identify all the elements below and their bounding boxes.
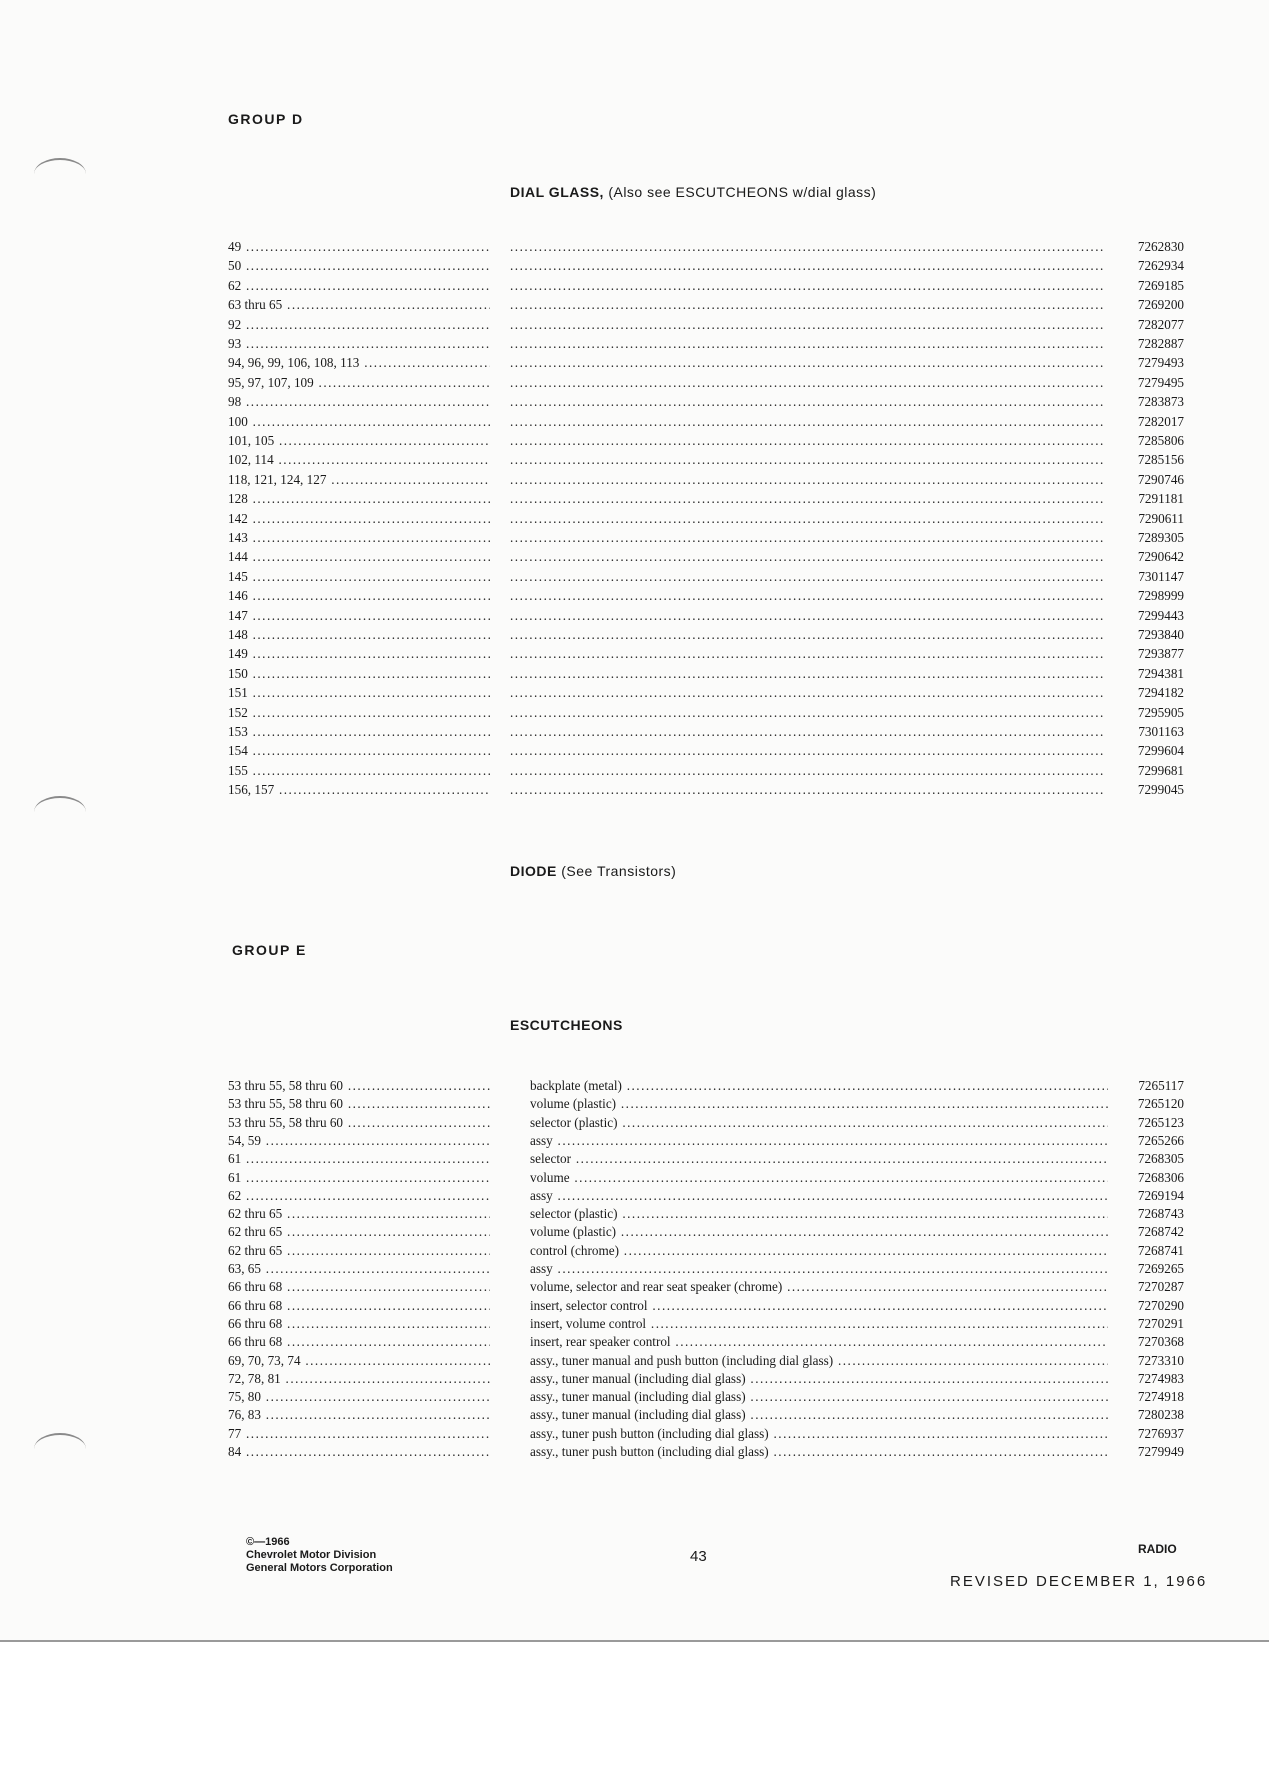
reference-numbers: 95, 97, 107, 109 ..... [228, 373, 490, 392]
part-number: 7279949 [1108, 1442, 1184, 1461]
reference-numbers: 148 ..... [228, 625, 490, 644]
leader-dots [510, 237, 1104, 256]
part-number: 7268742 [1108, 1222, 1184, 1241]
reference-numbers: 144 ..... [228, 547, 490, 566]
table-row [228, 431, 1184, 450]
leader-dots [510, 722, 1104, 741]
part-number: 7265123 [1108, 1113, 1184, 1132]
reference-numbers: 92 ..... [228, 315, 490, 334]
table-row [228, 276, 1184, 295]
part-number: 7291181 [1108, 489, 1184, 508]
table-row [228, 761, 1184, 780]
part-number: 7298999 [1108, 586, 1184, 605]
part-number: 7268743 [1108, 1204, 1184, 1223]
reference-numbers: 150 ..... [228, 664, 490, 683]
part-number: 7301163 [1108, 722, 1184, 741]
part-number: 7270291 [1108, 1314, 1184, 1333]
part-number: 7268741 [1108, 1241, 1184, 1260]
reference-numbers: 143 ..... [228, 528, 490, 547]
reference-numbers: 62 thru 65 ..... [228, 1241, 490, 1260]
part-number: 7276937 [1108, 1424, 1184, 1443]
part-number: 7269185 [1108, 276, 1184, 295]
dial-glass-title [510, 184, 876, 200]
reference-numbers: 75, 80 ..... [228, 1387, 490, 1406]
table-row [228, 256, 1184, 275]
reference-numbers: 152 ..... [228, 703, 490, 722]
part-number: 7294381 [1108, 664, 1184, 683]
reference-numbers: 53 thru 55, 58 thru 60 ..... [228, 1076, 490, 1095]
table-row [228, 606, 1184, 625]
reference-numbers: 49 ..... [228, 237, 490, 256]
reference-numbers: 118, 121, 124, 127 ..... [228, 470, 490, 489]
table-row [228, 1314, 1184, 1333]
part-number: 7270290 [1108, 1296, 1184, 1315]
reference-numbers: 100 ..... [228, 412, 490, 431]
table-row [228, 1405, 1184, 1424]
part-description: assy., tuner push button (including dial glass) ..... [530, 1442, 1108, 1461]
reference-numbers: 62 ..... [228, 276, 490, 295]
table-row [228, 547, 1184, 566]
dial-glass-note: (Also see ESCUTCHEONS w/dial glass) [608, 184, 877, 200]
leader-dots [510, 644, 1104, 663]
part-description: selector ..... [530, 1149, 1108, 1168]
part-number: 7273310 [1108, 1351, 1184, 1370]
page-number: 43 [690, 1548, 707, 1565]
part-number: 7262934 [1108, 256, 1184, 275]
part-description: volume, selector and rear seat speaker (chrome) ..... [530, 1277, 1108, 1296]
table-row [228, 470, 1184, 489]
table-row [228, 1113, 1184, 1132]
binder-hole [34, 1433, 86, 1465]
reference-numbers: 50 ..... [228, 256, 490, 275]
part-description: volume (plastic) ..... [530, 1222, 1108, 1241]
leader-dots [510, 741, 1104, 760]
table-row [228, 1222, 1184, 1241]
binder-hole [34, 158, 86, 190]
reference-numbers: 147 ..... [228, 606, 490, 625]
part-number: 7270368 [1108, 1332, 1184, 1351]
part-number: 7294182 [1108, 683, 1184, 702]
part-number: 7283873 [1108, 392, 1184, 411]
table-row [228, 1094, 1184, 1113]
part-number: 7268305 [1108, 1149, 1184, 1168]
reference-numbers: 63 thru 65 ..... [228, 295, 490, 314]
diode-title [510, 863, 676, 879]
part-description: backplate (metal) ..... [530, 1076, 1108, 1095]
leader-dots [510, 353, 1104, 372]
table-row [228, 625, 1184, 644]
reference-numbers: 66 thru 68 ..... [228, 1277, 490, 1296]
leader-dots [510, 315, 1104, 334]
part-description: volume (plastic) ..... [530, 1094, 1108, 1113]
part-description: insert, volume control ..... [530, 1314, 1108, 1333]
reference-numbers: 66 thru 68 ..... [228, 1332, 490, 1351]
table-row [228, 644, 1184, 663]
reference-numbers: 54, 59 ..... [228, 1131, 490, 1150]
part-description: selector (plastic) ..... [530, 1204, 1108, 1223]
part-number: 7269265 [1108, 1259, 1184, 1278]
table-row [228, 237, 1184, 256]
reference-numbers: 151 ..... [228, 683, 490, 702]
part-number: 7269200 [1108, 295, 1184, 314]
leader-dots [510, 392, 1104, 411]
group-e-label: GROUP E [232, 942, 307, 958]
part-number: 7299443 [1108, 606, 1184, 625]
part-number: 7279495 [1108, 373, 1184, 392]
reference-numbers: 101, 105 ..... [228, 431, 490, 450]
leader-dots [510, 625, 1104, 644]
diode-heading: DIODE [510, 863, 557, 879]
part-description: assy ..... [530, 1259, 1108, 1278]
corporation-line: General Motors Corporation [246, 1562, 393, 1574]
table-row [228, 1332, 1184, 1351]
table-row [228, 1131, 1184, 1150]
part-number: 7301147 [1108, 567, 1184, 586]
part-number: 7282077 [1108, 315, 1184, 334]
table-row [228, 295, 1184, 314]
leader-dots [510, 606, 1104, 625]
reference-numbers: 53 thru 55, 58 thru 60 ..... [228, 1113, 490, 1132]
part-number: 7293840 [1108, 625, 1184, 644]
table-row [228, 683, 1184, 702]
escutcheons-title: ESCUTCHEONS [510, 1017, 623, 1033]
part-description: selector (plastic) ..... [530, 1113, 1108, 1132]
part-number: 7270287 [1108, 1277, 1184, 1296]
table-row [228, 780, 1184, 799]
table-row [228, 586, 1184, 605]
table-row [228, 1259, 1184, 1278]
table-row [228, 528, 1184, 547]
part-description: assy., tuner push button (including dial glass) ..... [530, 1424, 1108, 1443]
table-row [228, 450, 1184, 469]
copyright-block [246, 1536, 393, 1575]
part-description: assy., tuner manual (including dial glass) ..... [530, 1405, 1108, 1424]
part-number: 7290746 [1108, 470, 1184, 489]
table-row [228, 1076, 1184, 1095]
reference-numbers: 62 ..... [228, 1186, 490, 1205]
table-row [228, 1277, 1184, 1296]
table-row [228, 1149, 1184, 1168]
leader-dots [510, 761, 1104, 780]
part-description: volume ..... [530, 1168, 1108, 1187]
table-row [228, 489, 1184, 508]
table-row [228, 703, 1184, 722]
reference-numbers: 61 ..... [228, 1168, 490, 1187]
leader-dots [510, 470, 1104, 489]
leader-dots [510, 567, 1104, 586]
part-number: 7290611 [1108, 509, 1184, 528]
part-number: 7285156 [1108, 450, 1184, 469]
leader-dots [510, 373, 1104, 392]
reference-numbers: 128 ..... [228, 489, 490, 508]
leader-dots [510, 276, 1104, 295]
reference-numbers: 153 ..... [228, 722, 490, 741]
part-number: 7285806 [1108, 431, 1184, 450]
leader-dots [510, 547, 1104, 566]
table-row [228, 1186, 1184, 1205]
part-number: 7274918 [1108, 1387, 1184, 1406]
part-number: 7299681 [1108, 761, 1184, 780]
table-row [228, 392, 1184, 411]
part-description: assy ..... [530, 1186, 1108, 1205]
dial-glass-heading: DIAL GLASS, [510, 184, 604, 200]
reference-numbers: 145 ..... [228, 567, 490, 586]
leader-dots [510, 489, 1104, 508]
table-row [228, 353, 1184, 372]
part-description: insert, selector control ..... [530, 1296, 1108, 1315]
part-number: 7280238 [1108, 1405, 1184, 1424]
part-number: 7290642 [1108, 547, 1184, 566]
leader-dots [510, 256, 1104, 275]
binder-hole [34, 796, 86, 828]
table-row [228, 1204, 1184, 1223]
reference-numbers: 142 ..... [228, 509, 490, 528]
table-row [228, 1442, 1184, 1461]
part-number: 7279493 [1108, 353, 1184, 372]
part-description: assy., tuner manual and push button (including dial glass) ..... [530, 1351, 1108, 1370]
table-row [228, 1424, 1184, 1443]
leader-dots [510, 450, 1104, 469]
reference-numbers: 154 ..... [228, 741, 490, 760]
reference-numbers: 77 ..... [228, 1424, 490, 1443]
part-description: assy., tuner manual (including dial glass) ..... [530, 1387, 1108, 1406]
leader-dots [510, 683, 1104, 702]
table-row [228, 567, 1184, 586]
part-number: 7299604 [1108, 741, 1184, 760]
reference-numbers: 66 thru 68 ..... [228, 1296, 490, 1315]
reference-numbers: 61 ..... [228, 1149, 490, 1168]
leader-dots [510, 586, 1104, 605]
part-number: 7289305 [1108, 528, 1184, 547]
part-number: 7274983 [1108, 1369, 1184, 1388]
reference-numbers: 63, 65 ..... [228, 1259, 490, 1278]
revision-date: REVISED DECEMBER 1, 1966 [950, 1573, 1208, 1590]
reference-numbers: 62 thru 65 ..... [228, 1222, 490, 1241]
table-row [228, 412, 1184, 431]
leader-dots [510, 780, 1104, 799]
reference-numbers: 69, 70, 73, 74 ..... [228, 1351, 490, 1370]
part-number: 7269194 [1108, 1186, 1184, 1205]
reference-numbers: 66 thru 68 ..... [228, 1314, 490, 1333]
part-number: 7299045 [1108, 780, 1184, 799]
leader-dots [510, 412, 1104, 431]
table-row [228, 334, 1184, 353]
table-row [228, 1241, 1184, 1260]
part-number: 7265120 [1108, 1094, 1184, 1113]
table-row [228, 1387, 1184, 1406]
part-description: assy ..... [530, 1131, 1108, 1150]
part-number: 7265117 [1108, 1076, 1184, 1095]
leader-dots [510, 664, 1104, 683]
reference-numbers: 93 ..... [228, 334, 490, 353]
part-number: 7282017 [1108, 412, 1184, 431]
table-row [228, 664, 1184, 683]
reference-numbers: 98 ..... [228, 392, 490, 411]
reference-numbers: 102, 114 ..... [228, 450, 490, 469]
part-description: assy., tuner manual (including dial glass) ..... [530, 1369, 1108, 1388]
reference-numbers: 76, 83 ..... [228, 1405, 490, 1424]
table-row [228, 315, 1184, 334]
part-number: 7293877 [1108, 644, 1184, 663]
reference-numbers: 84 ..... [228, 1442, 490, 1461]
reference-numbers: 62 thru 65 ..... [228, 1204, 490, 1223]
division-line: Chevrolet Motor Division [246, 1549, 377, 1561]
leader-dots [510, 528, 1104, 547]
table-row [228, 722, 1184, 741]
table-row [228, 1369, 1184, 1388]
table-row [228, 1168, 1184, 1187]
group-d-label: GROUP D [228, 111, 304, 127]
leader-dots [510, 703, 1104, 722]
diode-note: (See Transistors) [561, 863, 677, 879]
part-description: insert, rear speaker control ..... [530, 1332, 1108, 1351]
part-number: 7262830 [1108, 237, 1184, 256]
table-row [228, 373, 1184, 392]
reference-numbers: 94, 96, 99, 106, 108, 113 ..... [228, 353, 490, 372]
table-row [228, 509, 1184, 528]
leader-dots [510, 295, 1104, 314]
copyright-line: ©—1966 [246, 1536, 290, 1548]
leader-dots [510, 509, 1104, 528]
part-number: 7265266 [1108, 1131, 1184, 1150]
reference-numbers: 155 ..... [228, 761, 490, 780]
part-number: 7295905 [1108, 703, 1184, 722]
table-row [228, 1296, 1184, 1315]
part-description: control (chrome) ..... [530, 1241, 1108, 1260]
reference-numbers: 149 ..... [228, 644, 490, 663]
table-row [228, 741, 1184, 760]
leader-dots [510, 334, 1104, 353]
reference-numbers: 156, 157 ..... [228, 780, 490, 799]
table-row [228, 1351, 1184, 1370]
leader-dots [510, 431, 1104, 450]
reference-numbers: 53 thru 55, 58 thru 60 ..... [228, 1094, 490, 1113]
reference-numbers: 146 ..... [228, 586, 490, 605]
part-number: 7282887 [1108, 334, 1184, 353]
part-number: 7268306 [1108, 1168, 1184, 1187]
reference-numbers: 72, 78, 81 ..... [228, 1369, 490, 1388]
section-name: RADIO [1138, 1542, 1177, 1556]
